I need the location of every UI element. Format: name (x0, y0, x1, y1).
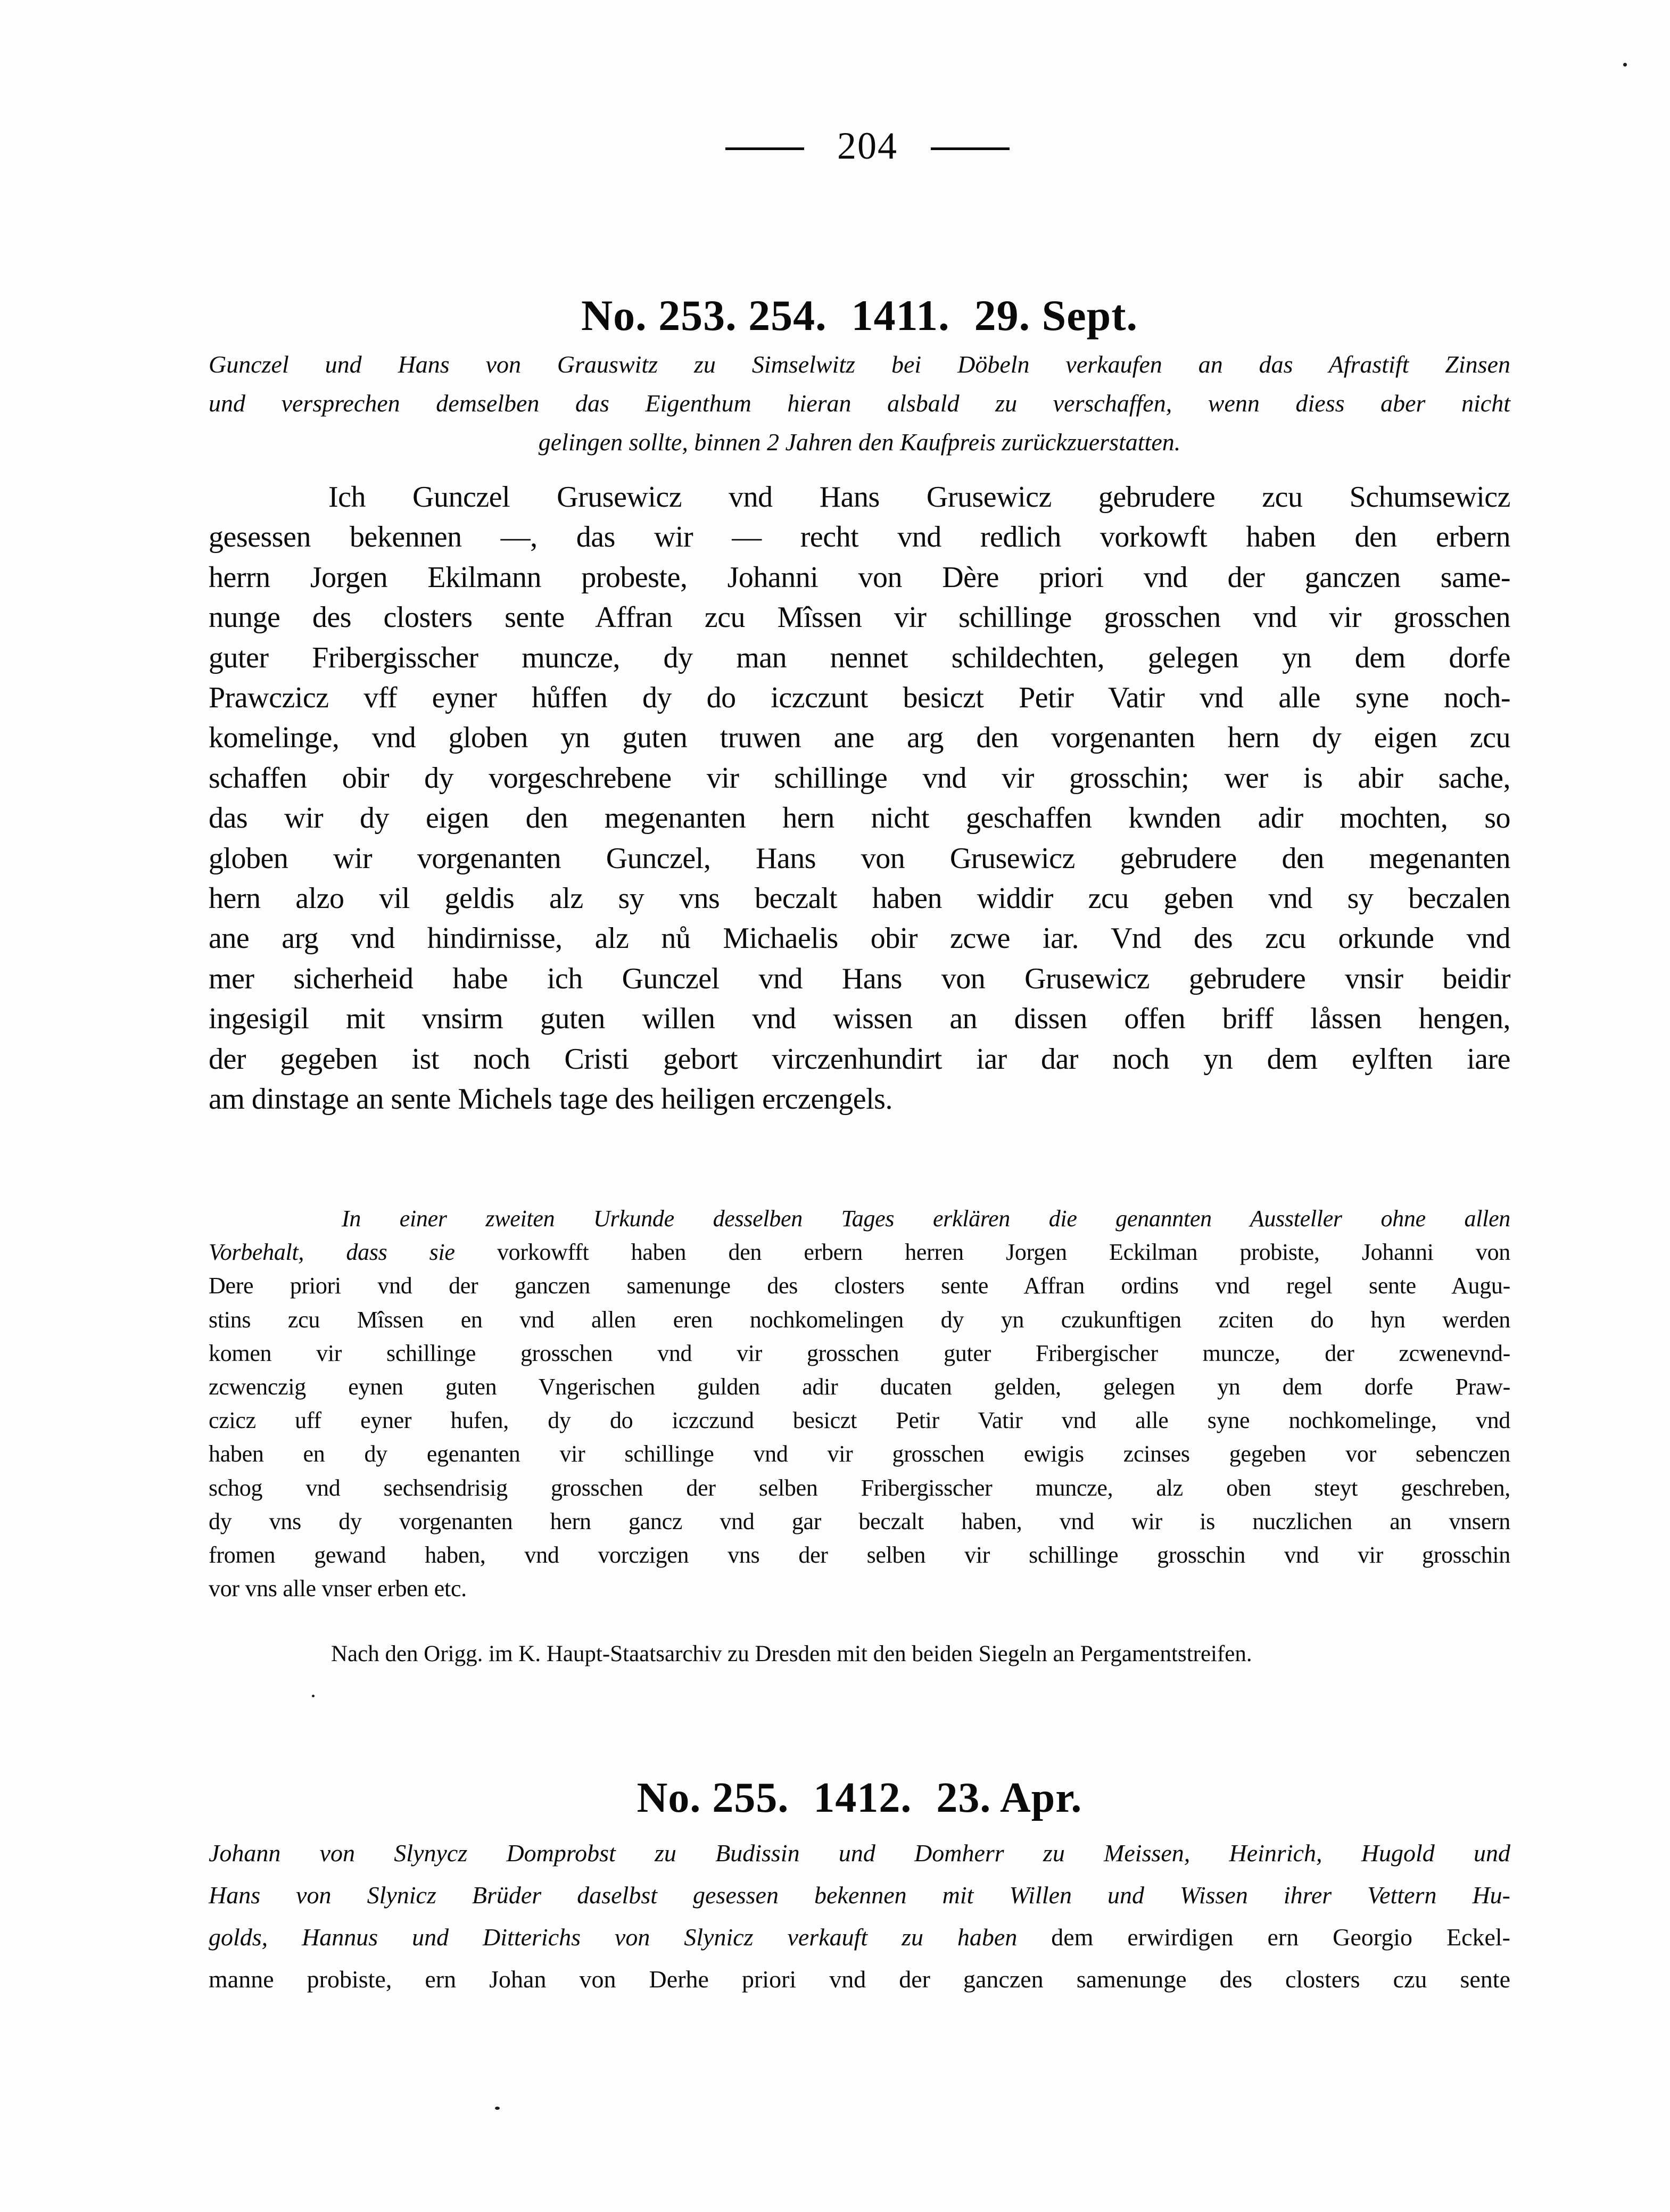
header-rule-right (931, 147, 1010, 150)
text-line: das wir dy eigen den megenanten hern nicht geschaffen kwnden adir mochten, so (209, 802, 1510, 835)
scan-speckle (1623, 63, 1627, 67)
text-line (209, 1958, 1510, 2000)
entry-253-254-second-charter (209, 1202, 1510, 1605)
source-note: Nach den Origg. im K. Haupt-Staatsarchiv zu Dresden mit den beiden Siegeln an Pergamentstreifen. (331, 1641, 1252, 1666)
text-line (209, 1916, 1510, 1958)
text-line: stins zcu Mîssen en vnd allen eren nochkomelingen dy yn czukunftigen zciten do hyn werden (209, 1306, 1510, 1333)
text-line: guter Fribergisscher muncze, dy man nennet schildechten, gelegen yn dem dorfe (209, 641, 1510, 674)
text-line: am dinstage an sente Michels tage des heiligen erczengels. (209, 1083, 892, 1116)
text-line: schog vnd sechsendrisig grosschen der selben Fribergisscher muncze, alz oben steyt geschreben, (209, 1474, 1510, 1501)
entry-day: 23. Apr. (936, 1774, 1082, 1821)
text-line: Johann von Slynycz Domprobst zu Budissin und Domherr zu Meissen, Heinrich, Hugold und (209, 1839, 1510, 1867)
text-line: Hans von Slynicz Brüder daselbst gesessen bekennen mit Willen und Wissen ihrer Vettern Hu- (209, 1881, 1510, 1909)
text-line: Prawczicz vff eyner hůffen dy do iczczunt besiczt Petir Vatir vnd alle syne noch- (209, 681, 1510, 715)
scan-speckle (495, 2107, 500, 2110)
entry-year: 1412. (813, 1774, 912, 1821)
scan-speckle (312, 1695, 315, 1697)
text-segment: dem erwirdigen ern Georgio Eckel- (1051, 1924, 1510, 1951)
text-line: ingesigil mit vnsirm guten willen vnd wissen an dissen offen briff låssen hengen, (209, 1002, 1510, 1036)
text-line: czicz uff eyner hufen, dy do iczczund besiczt Petir Vatir vnd alle syne nochkomelinge, vnd (209, 1407, 1510, 1434)
text-line: nunge des closters sente Affran zcu Mîssen vir schillinge grosschen vnd vir grosschen (209, 601, 1510, 634)
entry-253-254-regest (209, 345, 1510, 461)
text-segment: golds, Hannus und Ditterichs von Slynicz verkauft zu haben (209, 1924, 1052, 1951)
page-header (628, 127, 1107, 165)
text-segment: In einer zweiten Urkunde desselben Tages erklären die genannten Aussteller ohne allen (342, 1206, 1510, 1232)
entry-255-heading (209, 1774, 1510, 1821)
text-line: hern alzo vil geldis alz sy vns beczalt haben widdir zcu geben vnd sy beczalen (209, 882, 1510, 915)
text-line: Ich Gunczel Grusewicz vnd Hans Grusewicz gebrudere zcu Schumsewicz (328, 481, 1510, 514)
text-line: Gunczel und Hans von Grauswitz zu Simselwitz bei Döbeln verkaufen an das Afrastift Zinsen (209, 351, 1510, 378)
text-line: gelingen sollte, binnen 2 Jahren den Kaufpreis zurückzuerstatten. (538, 428, 1181, 456)
text-line: zcwenczig eynen guten Vngerischen gulden adir ducaten gelden, gelegen yn dem dorfe Praw- (209, 1374, 1510, 1400)
text-line (209, 1202, 1510, 1235)
entry-253-254-heading (209, 291, 1510, 340)
text-line: und versprechen demselben das Eigenthum hieran alsbald zu verschaffen, wenn diess aber nicht (209, 390, 1510, 417)
entry-day: 29. Sept. (974, 291, 1138, 340)
entry-255-regest (209, 1832, 1510, 2000)
text-line: haben en dy egenanten vir schillinge vnd vir grosschen ewigis zcinses gegeben vor sebenczen (209, 1441, 1510, 1467)
text-line: ane arg vnd hindirnisse, alz nů Michaelis obir zcwe iar. Vnd des zcu orkunde vnd (209, 922, 1510, 955)
entry-253-254-charter-text (209, 477, 1510, 1120)
text-segment: vorkowfft haben den erbern herren Jorgen Eckilman probiste, Johanni von (497, 1239, 1510, 1266)
page-number: 204 (837, 125, 898, 167)
text-line: globen wir vorgenanten Gunczel, Hans von Grusewicz gebrudere den megenanten (209, 841, 1510, 875)
entry-number: No. 253. 254. (581, 291, 827, 340)
text-line: vor vns alle vnser erben etc. (209, 1575, 467, 1602)
text-line: gesessen bekennen —, das wir — recht vnd redlich vorkowft haben den erbern (209, 521, 1510, 554)
entry-year: 1411. (851, 291, 950, 340)
text-segment: Vorbehalt, dass sie (209, 1239, 497, 1266)
text-line: dy vns dy vorgenanten hern gancz vnd gar beczalt haben, vnd wir is nuczlichen an vnsern (209, 1508, 1510, 1534)
text-line: komelinge, vnd globen yn guten truwen ane arg den vorgenanten hern dy eigen zcu (209, 721, 1510, 755)
text-line: herrn Jorgen Ekilmann probeste, Johanni von Dère priori vnd der ganczen same- (209, 560, 1510, 594)
text-line (209, 1235, 1510, 1269)
text-segment: manne probiste, ern Johan von Derhe priori vnd der ganczen samenunge des closters czu sente (209, 1966, 1510, 1993)
text-line: komen vir schillinge grosschen vnd vir grosschen guter Fribergischer muncze, der zcwenevnd- (209, 1340, 1510, 1366)
header-rule-left (725, 147, 804, 150)
text-line: Dere priori vnd der ganczen samenunge des closters sente Affran ordins vnd regel sente Augu- (209, 1273, 1510, 1299)
text-line: mer sicherheid habe ich Gunczel vnd Hans von Grusewicz gebrudere vnsir beidir (209, 962, 1510, 995)
entry-number: No. 255. (636, 1774, 789, 1821)
text-line: der gegeben ist noch Cristi gebort virczenhundirt iar dar noch yn dem eylften iare (209, 1042, 1510, 1076)
text-line: fromen gewand haben, vnd vorczigen vns der selben vir schillinge grosschin vnd vir grosschin (209, 1542, 1510, 1569)
text-line: schaffen obir dy vorgeschrebene vir schillinge vnd vir grosschin; wer is abir sache, (209, 761, 1510, 795)
